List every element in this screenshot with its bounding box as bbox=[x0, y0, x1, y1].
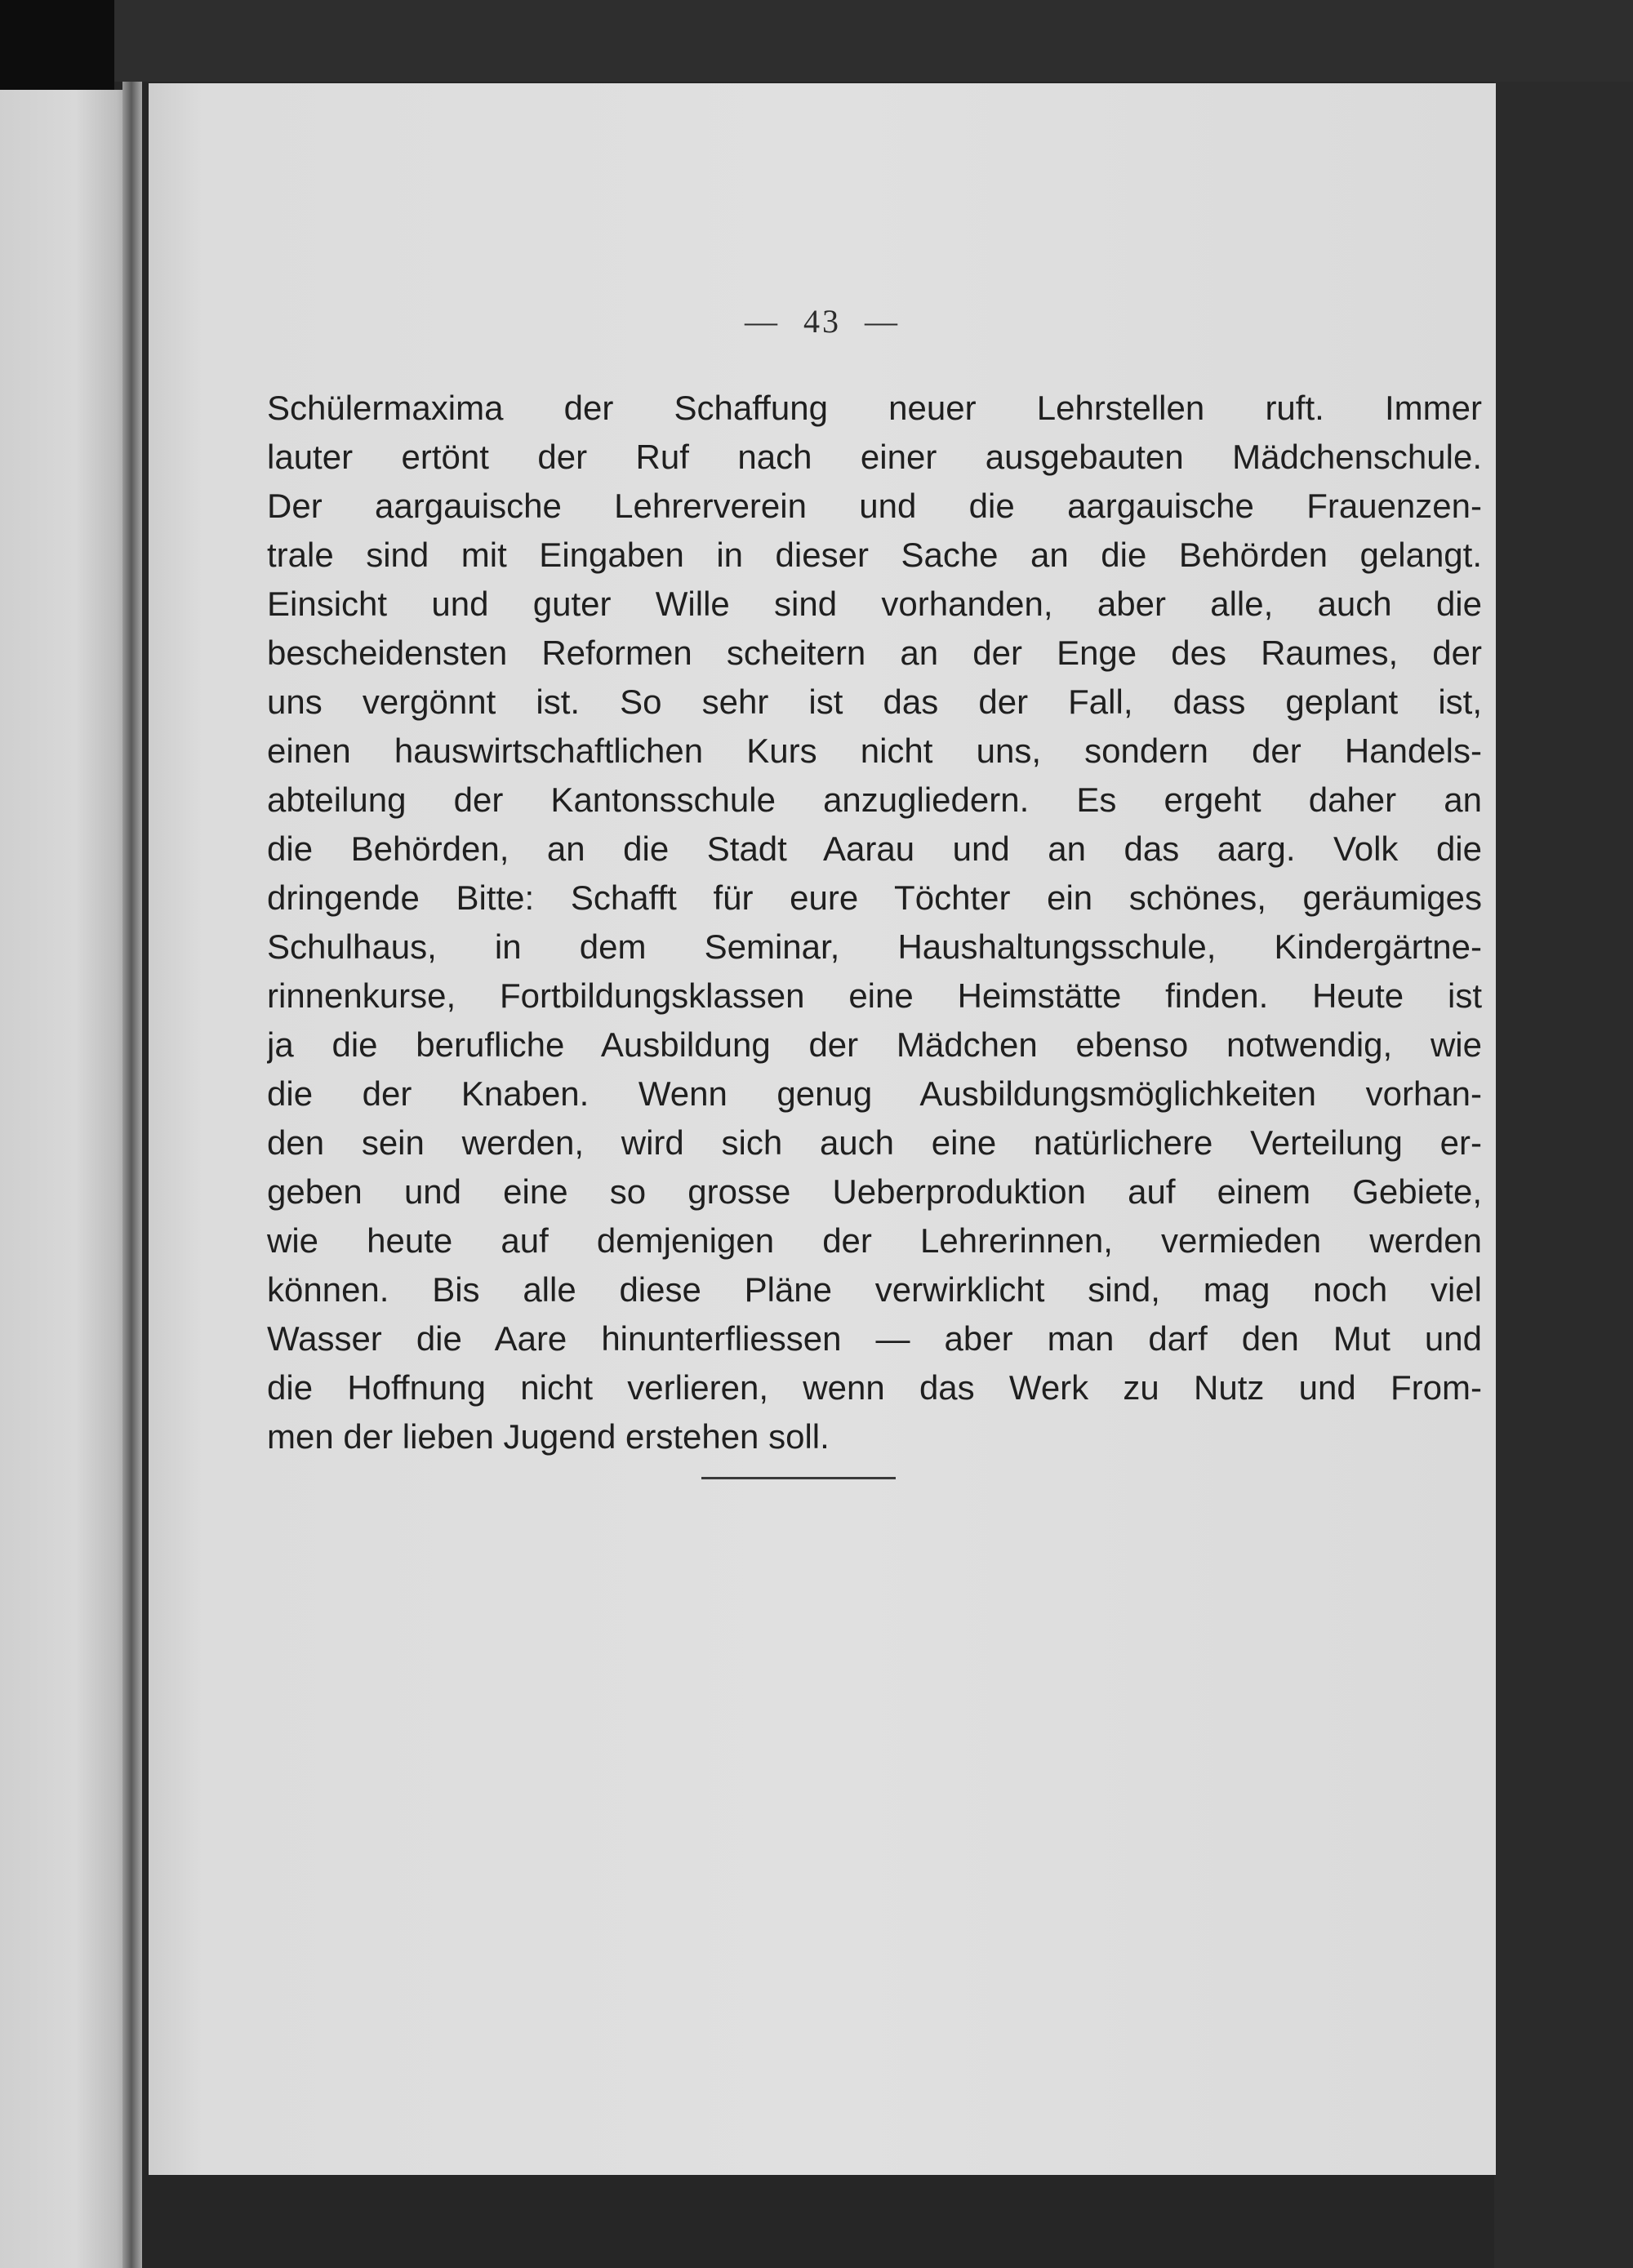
text-line: geben und eine so grosse Ueberproduktion auf einem Gebiete, bbox=[267, 1172, 1482, 1211]
text-line: trale sind mit Eingaben in dieser Sache an die Behörden gelangt. bbox=[267, 536, 1482, 574]
book-page bbox=[149, 83, 1496, 2175]
page-body-text bbox=[267, 384, 1482, 1461]
text-line: abteilung der Kantonsschule anzugliedern. Es ergeht daher an bbox=[267, 780, 1482, 819]
book-gutter bbox=[122, 82, 142, 2268]
text-line: die Behörden, an die Stadt Aarau und an das aarg. Volk die bbox=[267, 829, 1482, 868]
text-line: uns vergönnt ist. So sehr ist das der Fall, dass geplant ist, bbox=[267, 683, 1482, 721]
left-page-edge bbox=[0, 90, 137, 2268]
text-line: Schulhaus, in dem Seminar, Haushaltungsschule, Kindergärtne- bbox=[267, 927, 1482, 966]
scan-background-top bbox=[114, 0, 1633, 82]
text-line: Schülermaxima der Schaffung neuer Lehrstellen ruft. Immer bbox=[267, 389, 1482, 427]
text-line: dringende Bitte: Schafft für eure Töchter ein schönes, geräumiges bbox=[267, 878, 1482, 917]
text-line: lauter ertönt der Ruf nach einer ausgebauten Mädchenschule. bbox=[267, 438, 1482, 476]
page-number: — 43 — bbox=[745, 303, 900, 340]
text-line: Einsicht und guter Wille sind vorhanden, aber alle, auch die bbox=[267, 585, 1482, 623]
text-line: den sein werden, wird sich auch eine natürlichere Verteilung er- bbox=[267, 1123, 1482, 1162]
text-line: Der aargauische Lehrerverein und die aargauische Frauenzen- bbox=[267, 487, 1482, 525]
text-line: die Hoffnung nicht verlieren, wenn das Werk zu Nutz und From- bbox=[267, 1368, 1482, 1407]
text-line: können. Bis alle diese Pläne verwirklicht sind, mag noch viel bbox=[267, 1270, 1482, 1309]
text-line: ja die berufliche Ausbildung der Mädchen ebenso notwendig, wie bbox=[267, 1025, 1482, 1064]
text-line: men der lieben Jugend erstehen soll. bbox=[267, 1417, 830, 1456]
text-line: Wasser die Aare hinunterfliessen — aber man darf den Mut und bbox=[267, 1319, 1482, 1358]
text-line: einen hauswirtschaftlichen Kurs nicht uns, sondern der Handels- bbox=[267, 732, 1482, 770]
text-line: rinnenkurse, Fortbildungsklassen eine Heimstätte finden. Heute ist bbox=[267, 976, 1482, 1015]
section-end-rule bbox=[701, 1477, 896, 1479]
scan-background-right bbox=[1494, 82, 1633, 2268]
text-line: bescheidensten Reformen scheitern an der Enge des Raumes, der bbox=[267, 634, 1482, 672]
text-line: die der Knaben. Wenn genug Ausbildungsmöglichkeiten vorhan- bbox=[267, 1074, 1482, 1113]
scan-background-corner bbox=[0, 0, 114, 90]
text-line: wie heute auf demjenigen der Lehrerinnen, vermieden werden bbox=[267, 1221, 1482, 1260]
